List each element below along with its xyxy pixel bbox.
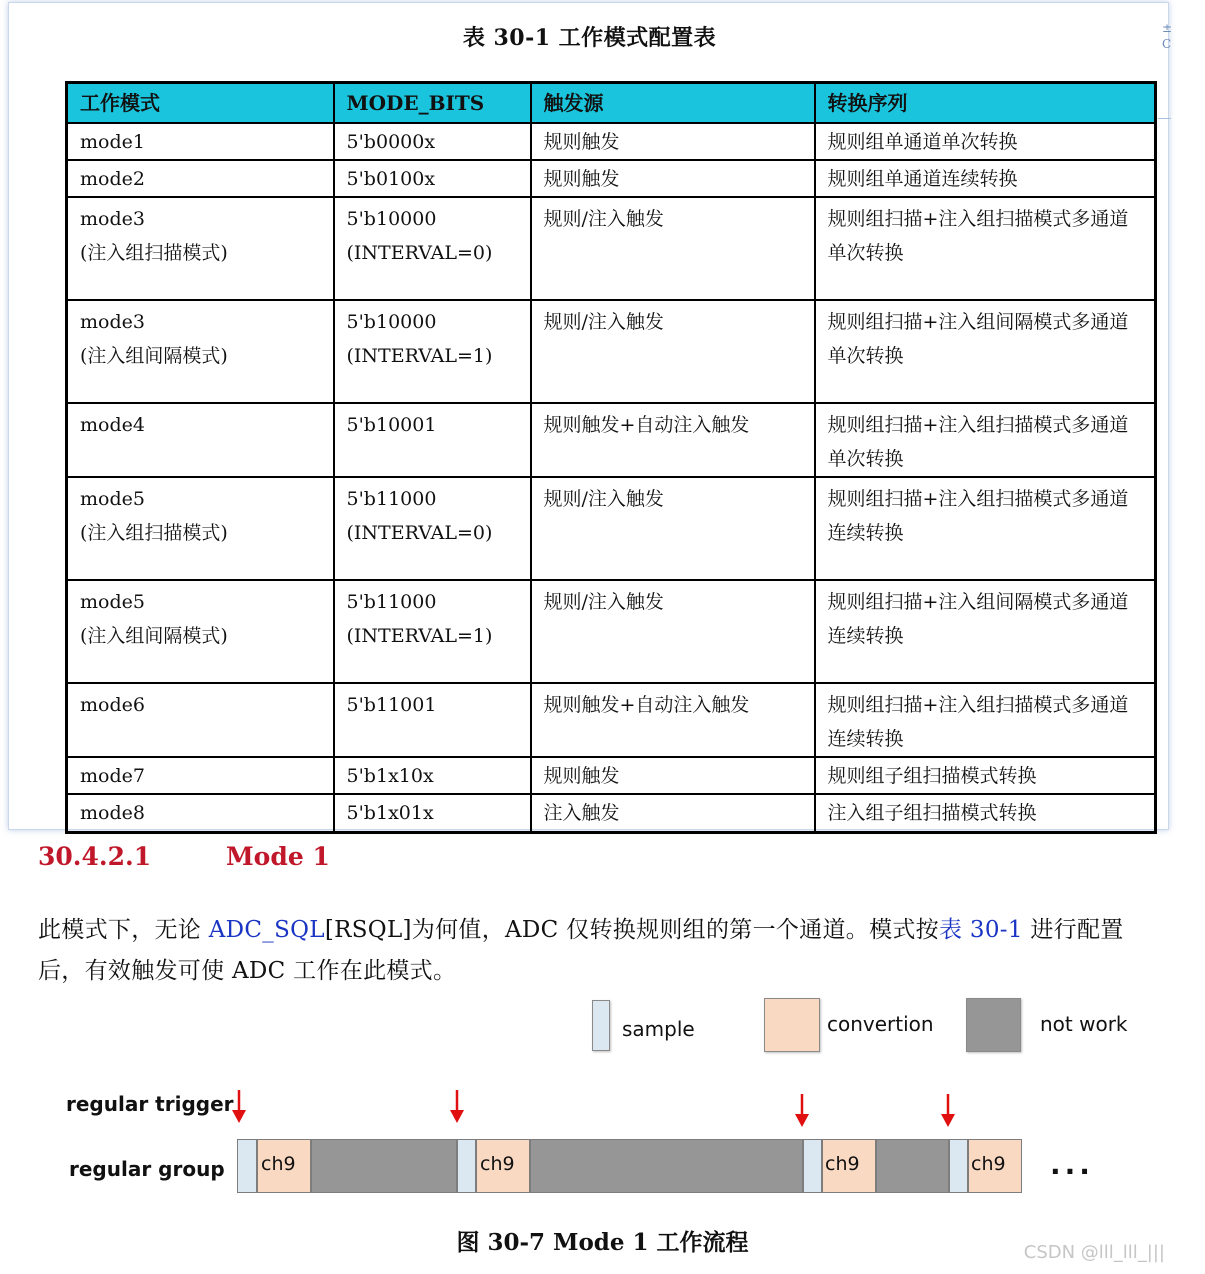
bits-note: (INTERVAL=0) <box>346 241 493 264</box>
edge-divider <box>1158 118 1171 119</box>
cell-bits <box>334 580 531 683</box>
trigger-arrow-icon <box>231 1090 247 1124</box>
channel-label: ch9 <box>480 1153 515 1175</box>
cell-bits: 5'b0100x <box>334 160 531 197</box>
cell-sequence: 规则组子组扫描模式转换 <box>815 757 1156 794</box>
cell-sequence: 规则组单通道连续转换 <box>815 160 1156 197</box>
header-trigger: 触发源 <box>531 83 815 123</box>
cell-trigger: 规则触发+自动注入触发 <box>531 403 815 477</box>
paragraph-text-1: 此模式下，无论 <box>38 917 209 943</box>
channel-label: ch9 <box>825 1153 860 1175</box>
mode-name: mode5 <box>80 487 145 510</box>
bits-value: 5'b10000 <box>346 207 437 230</box>
cell-bits: 5'b10001 <box>334 403 531 477</box>
notwork-segment <box>876 1139 949 1193</box>
sample-segment <box>457 1139 476 1193</box>
cell-sequence: 规则组扫描+注入组间隔模式多通道连续转换 <box>815 580 1156 683</box>
table-row <box>67 757 1156 794</box>
edge-marks <box>1162 20 1171 130</box>
continuation-ellipsis: ... <box>1050 1148 1094 1181</box>
table-header-row <box>67 83 1156 123</box>
section-title: Mode 1 <box>226 842 330 871</box>
trigger-arrow-icon <box>794 1094 810 1128</box>
regular-group-timeline <box>237 1139 1023 1193</box>
table-screenshot-frame <box>8 2 1173 830</box>
cell-sequence: 规则组扫描+注入组扫描模式多通道连续转换 <box>815 477 1156 580</box>
cell-trigger: 规则触发 <box>531 757 815 794</box>
table-title: 表 30-1 工作模式配置表 <box>462 25 717 51</box>
cell-sequence: 规则组扫描+注入组扫描模式多通道连续转换 <box>815 683 1156 757</box>
legend-conversion-swatch <box>764 998 820 1052</box>
table-row <box>67 160 1156 197</box>
notwork-segment <box>311 1139 457 1193</box>
cell-mode: mode1 <box>67 123 334 160</box>
cell-mode <box>67 300 334 403</box>
bits-value: 5'b11000 <box>346 590 437 613</box>
cell-trigger: 规则/注入触发 <box>531 477 815 580</box>
edge-mark-1: ± <box>1162 21 1173 35</box>
cell-sequence: 注入组子组扫描模式转换 <box>815 794 1156 833</box>
cell-mode: mode2 <box>67 160 334 197</box>
sample-segment <box>803 1139 822 1193</box>
bits-value: 5'b11000 <box>346 487 437 510</box>
table-row <box>67 794 1156 833</box>
section-number: 30.4.2.1 <box>38 842 152 871</box>
edge-mark-2: C <box>1162 37 1172 51</box>
cell-trigger: 规则触发 <box>531 160 815 197</box>
bits-note: (INTERVAL=1) <box>346 344 493 367</box>
cell-mode: mode6 <box>67 683 334 757</box>
mode-note: (注入组间隔模式) <box>80 624 228 647</box>
cell-trigger: 规则触发+自动注入触发 <box>531 683 815 757</box>
legend-notwork-swatch <box>966 998 1021 1052</box>
header-mode: 工作模式 <box>67 83 334 123</box>
cell-mode: mode8 <box>67 794 334 833</box>
table-30-1-link[interactable]: 表 30-1 <box>938 917 1023 943</box>
header-sequence: 转换序列 <box>815 83 1156 123</box>
regular-group-label: regular group <box>69 1157 225 1181</box>
cell-sequence: 规则组扫描+注入组间隔模式多通道单次转换 <box>815 300 1156 403</box>
regular-trigger-label: regular trigger <box>66 1092 234 1116</box>
cell-trigger: 规则/注入触发 <box>531 197 815 300</box>
table-row <box>67 403 1156 477</box>
bits-note: (INTERVAL=1) <box>346 624 493 647</box>
table-row <box>67 123 1156 160</box>
cell-mode <box>67 580 334 683</box>
mode-name: mode3 <box>80 310 145 333</box>
figure-caption: 图 30-7 Mode 1 工作流程 <box>456 1229 749 1256</box>
notwork-segment <box>530 1139 803 1193</box>
cell-bits: 5'b1x01x <box>334 794 531 833</box>
description-paragraph <box>38 910 1168 992</box>
watermark: CSDN @lll_lll_||| <box>1023 1242 1165 1263</box>
legend-sample-label: sample <box>622 1017 695 1041</box>
mode-config-table <box>65 81 1157 834</box>
table-row <box>67 477 1156 580</box>
cell-trigger: 注入触发 <box>531 794 815 833</box>
table-row <box>67 197 1156 300</box>
cell-mode: mode7 <box>67 757 334 794</box>
adc-sql-link[interactable]: ADC_SQL <box>208 917 325 943</box>
cell-bits <box>334 300 531 403</box>
paragraph-text-3: 进行配置后，有效触发可使 ADC 工作在此模式。 <box>38 917 1124 984</box>
paragraph-text-2: [RSQL]为何值，ADC 仅转换规则组的第一个通道。模式按 <box>324 917 939 943</box>
cell-trigger: 规则/注入触发 <box>531 300 815 403</box>
mode-note: (注入组间隔模式) <box>80 344 228 367</box>
cell-trigger: 规则触发 <box>531 123 815 160</box>
legend-conversion-label: convertion <box>827 1012 934 1036</box>
cell-mode <box>67 197 334 300</box>
cell-sequence: 规则组扫描+注入组扫描模式多通道单次转换 <box>815 197 1156 300</box>
legend-notwork-label: not work <box>1040 1012 1128 1036</box>
trigger-arrow-icon <box>449 1090 465 1124</box>
cell-bits <box>334 197 531 300</box>
bits-note: (INTERVAL=0) <box>346 521 493 544</box>
bits-value: 5'b10000 <box>346 310 437 333</box>
mode-name: mode3 <box>80 207 145 230</box>
channel-label: ch9 <box>971 1153 1006 1175</box>
sample-segment <box>949 1139 968 1193</box>
cell-sequence: 规则组扫描+注入组扫描模式多通道单次转换 <box>815 403 1156 477</box>
cell-bits <box>334 477 531 580</box>
table-row <box>67 300 1156 403</box>
cell-bits: 5'b0000x <box>334 123 531 160</box>
mode-name: mode5 <box>80 590 145 613</box>
cell-bits: 5'b11001 <box>334 683 531 757</box>
channel-label: ch9 <box>261 1153 296 1175</box>
cell-sequence: 规则组单通道单次转换 <box>815 123 1156 160</box>
mode-note: (注入组扫描模式) <box>80 521 228 544</box>
cell-bits: 5'b1x10x <box>334 757 531 794</box>
sample-segment <box>237 1139 257 1193</box>
header-mode-bits: MODE_BITS <box>334 83 531 123</box>
trigger-arrow-icon <box>940 1094 956 1128</box>
table-row <box>67 683 1156 757</box>
cell-mode <box>67 477 334 580</box>
cell-mode: mode4 <box>67 403 334 477</box>
table-row <box>67 580 1156 683</box>
legend-sample-swatch <box>592 1000 610 1051</box>
mode-note: (注入组扫描模式) <box>80 241 228 264</box>
cell-trigger: 规则/注入触发 <box>531 580 815 683</box>
